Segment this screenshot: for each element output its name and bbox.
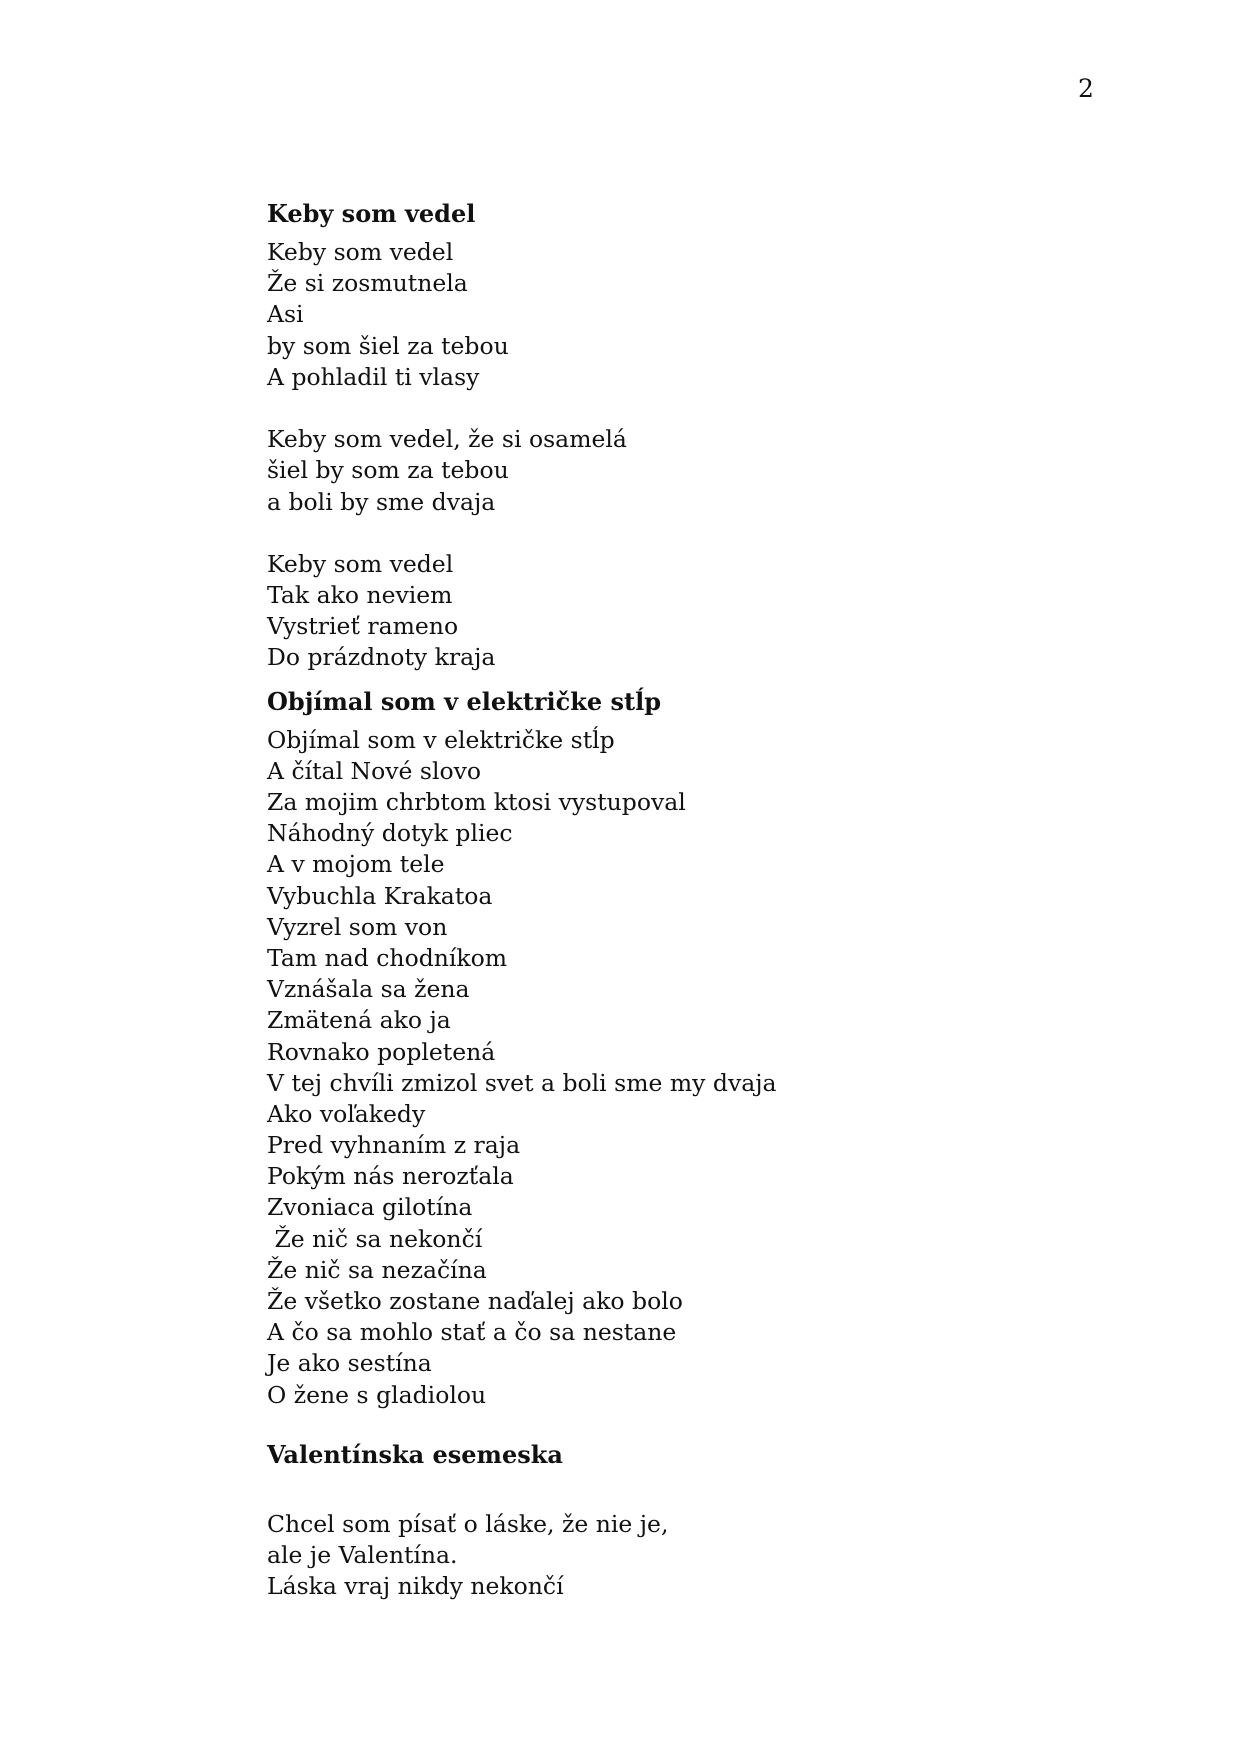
document-body [267,198,1167,1603]
poem-line: Keby som vedel [267,238,454,266]
poem-gap [267,674,1167,686]
poem-line: Pokým nás nerozťala [267,1162,514,1191]
poem-line: A čo sa mohlo stať a čo sa nestane [267,1318,677,1347]
poem-line: Pred vyhnaním z raja [267,1131,521,1160]
poem-line: Chcel som písať o láske, že nie je, [267,1509,669,1538]
poem-line: Keby som vedel [267,549,454,578]
stanza [267,424,1167,518]
poem-line: Tak ako neviem [267,581,453,610]
poem-line: Asi [267,300,304,329]
page-number: 2 [1078,74,1094,103]
poem-line: Objímal som v električke stĺp [267,725,615,754]
poem-title: Keby som vedel [267,199,476,228]
poem-line: A v mojom tele [267,850,445,879]
stanza-gap [267,518,1167,549]
poem-line: Keby som vedel, že si osamelá [267,425,627,454]
poem-line: A pohladil ti vlasy [267,362,480,391]
poem-line: V tej chvíli zmizol svet a boli sme my dvaja [267,1068,777,1097]
poem-line: Ako voľakedy [267,1099,426,1128]
poem [267,686,1167,1411]
poem-line: Tam nad chodníkom [267,943,508,972]
poem-line: Láska vraj nikdy nekončí [267,1572,564,1601]
poem [267,198,1167,674]
poem-line: šiel by som za tebou [267,456,509,485]
poem-line: Náhodný dotyk pliec [267,819,513,848]
poem-line: a boli by sme dvaja [267,487,496,516]
poem-line: Zvoniaca gilotína [267,1193,473,1222]
poem-line: Je ako sestína [267,1349,432,1378]
poem-line: Že nič sa nekončí [267,1224,483,1253]
stanza-gap [267,1478,1167,1509]
poem-line: Za mojim chrbtom ktosi vystupoval [267,788,686,816]
poem-line: Vybuchla Krakatoa [267,881,493,910]
poem-line: Že si zosmutnela [267,269,468,298]
poem-gap [267,1411,1167,1439]
stanza [267,1509,1167,1603]
poem-title: Objímal som v električke stĺp [267,686,661,716]
poem-line: Rovnako popletená [267,1037,496,1066]
poem-line: Vznášala sa žena [267,975,470,1004]
poem-title: Valentínska esemeska [267,1439,563,1469]
stanza-gap [267,393,1167,424]
stanza [267,237,1167,393]
stanza [267,725,1167,1411]
stanza [267,549,1167,674]
poem-line: Zmätená ako ja [267,1006,451,1035]
poem-line: Že všetko zostane naďalej ako bolo [267,1287,683,1315]
poem-line: ale je Valentína. [267,1541,458,1570]
poem [267,1439,1167,1603]
poem-line: by som šiel za tebou [267,331,509,360]
poem-line: O žene s gladiolou [267,1380,487,1409]
poem-line: Do prázdnoty kraja [267,643,496,672]
poem-line: Vystrieť rameno [267,612,459,641]
poem-line: A čítal Nové slovo [267,756,482,785]
poem-line: Vyzrel som von [267,912,448,941]
poem-line: Že nič sa nezačína [267,1255,487,1284]
